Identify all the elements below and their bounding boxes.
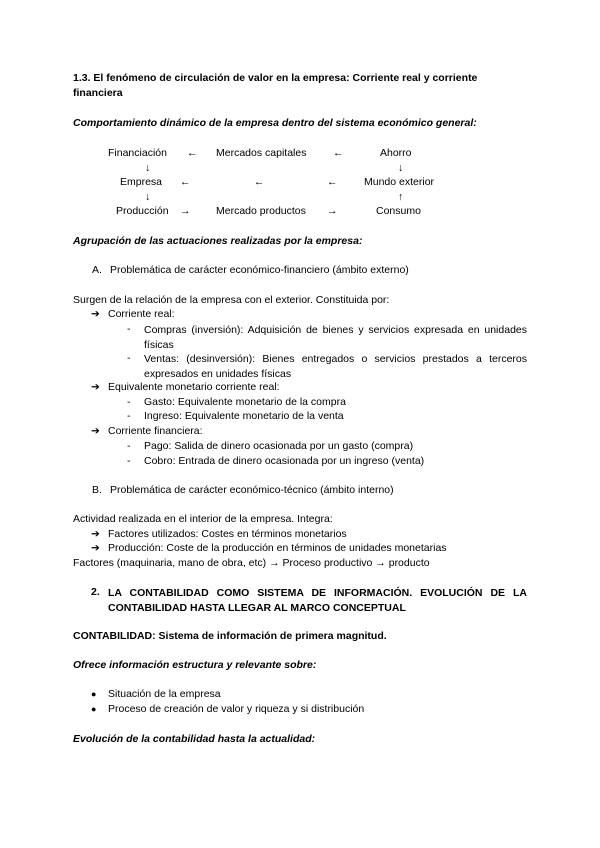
- arrow-bullet: ➔: [91, 381, 100, 393]
- equivalente-label: Equivalente monetario corriente real:: [108, 381, 280, 393]
- diagram-consumo: Consumo: [376, 205, 421, 217]
- diagram-empresa: Empresa: [120, 176, 163, 188]
- contabilidad-definition: CONTABILIDAD: Sistema de información de primera magnitud.: [73, 630, 387, 642]
- arrow-bullet: ➔: [91, 308, 100, 320]
- bullet-dot: ●: [91, 704, 97, 714]
- section2-number: 2.: [91, 586, 100, 598]
- diagram-arrow: ←: [187, 147, 198, 159]
- diagram-arrow: ←: [327, 176, 338, 188]
- diagram-mundo-exterior: Mundo exterior: [364, 176, 435, 188]
- arrow-bullet: ➔: [91, 542, 100, 554]
- item-b-text: Problemática de carácter económico-técnico (ámbito interno): [110, 484, 394, 496]
- financiera-label: Corriente financiera:: [108, 425, 203, 437]
- subtitle-group: Agrupación de las actuaciones realizadas por la empresa:: [73, 235, 363, 247]
- diagram-arrow: ←: [254, 176, 265, 188]
- diagram-arrow: ↓: [145, 191, 151, 203]
- diagram-arrow: ←: [333, 147, 344, 159]
- actividad-text: Actividad realizada en el interior de la empresa. Integra:: [73, 513, 333, 525]
- bullet-item: Proceso de creación de valor y riqueza y si distribución: [108, 703, 365, 715]
- subtitle-evolucion: Evolución de la contabilidad hasta la actualidad:: [73, 733, 316, 745]
- item-a-marker: A.: [92, 264, 102, 276]
- section2-title: LA CONTABILIDAD COMO SISTEMA DE INFORMACIÓN. EVOLUCIÓN DE LA CONTABILIDAD HASTA LLEGAR AL MARCO CONCEPTUAL: [108, 587, 527, 614]
- diagram-arrow: →: [180, 205, 191, 217]
- diagram-arrow: ↑: [398, 191, 404, 203]
- dash-bullet: -: [127, 352, 131, 364]
- arrow-bullet: ➔: [91, 528, 100, 540]
- ventas-text: Ventas: (desinversión): Bienes entregados o servicios prestados a terceros expresados en unidades físicas: [144, 353, 527, 380]
- diagram-financiacion: Financiación: [108, 147, 167, 159]
- subtitle-ofrece: Ofrece información estructura y relevante sobre:: [73, 659, 317, 671]
- diagram-arrow: →: [327, 205, 338, 217]
- diagram-produccion: Producción: [116, 205, 169, 217]
- pago-text: Pago: Salida de dinero ocasionada por un gasto (compra): [144, 440, 414, 452]
- section-title-line2: financiera: [73, 87, 123, 99]
- produccion-text: Producción: Coste de la producción en términos de unidades monetarias: [108, 542, 447, 554]
- diagram-arrow: ↓: [398, 162, 404, 174]
- diagram-arrow: ↓: [145, 162, 151, 174]
- compras-text: Compras (inversión): Adquisición de bienes y servicios expresada en unidades físicas: [144, 324, 527, 351]
- dash-bullet: -: [127, 440, 131, 452]
- diagram-arrow: ←: [180, 176, 191, 188]
- arrow-bullet: ➔: [91, 425, 100, 437]
- bullet-item: Situación de la empresa: [108, 688, 221, 700]
- factores-utilizados-text: Factores utilizados: Costes en términos monetarios: [108, 528, 347, 540]
- bullet-dot: ●: [91, 689, 97, 699]
- subtitle-dynamic: Comportamiento dinámico de la empresa dentro del sistema económico general:: [73, 117, 477, 129]
- item-b-marker: B.: [92, 484, 102, 496]
- corriente-real-label: Corriente real:: [108, 308, 175, 320]
- diagram-ahorro: Ahorro: [380, 147, 412, 159]
- dash-bullet: -: [127, 396, 131, 408]
- factores-process-line: Factores (maquinaria, mano de obra, etc) → Proceso productivo → producto: [73, 557, 430, 569]
- diagram-mercados-capitales: Mercados capitales: [216, 147, 307, 159]
- item-a-text: Problemática de carácter económico-financiero (ámbito externo): [110, 264, 409, 276]
- dash-bullet: -: [127, 455, 131, 467]
- dash-bullet: -: [127, 410, 131, 422]
- gasto-text: Gasto: Equivalente monetario de la compra: [144, 396, 346, 408]
- ingreso-text: Ingreso: Equivalente monetario de la venta: [144, 410, 344, 422]
- cobro-text: Cobro: Entrada de dinero ocasionada por un ingreso (venta): [144, 455, 425, 467]
- dash-bullet: -: [127, 323, 131, 335]
- surgen-text: Surgen de la relación de la empresa con el exterior. Constituida por:: [73, 294, 390, 306]
- section-title-line1: 1.3. El fenómeno de circulación de valor en la empresa: Corriente real y corriente: [73, 72, 478, 84]
- diagram-mercado-productos: Mercado productos: [216, 205, 306, 217]
